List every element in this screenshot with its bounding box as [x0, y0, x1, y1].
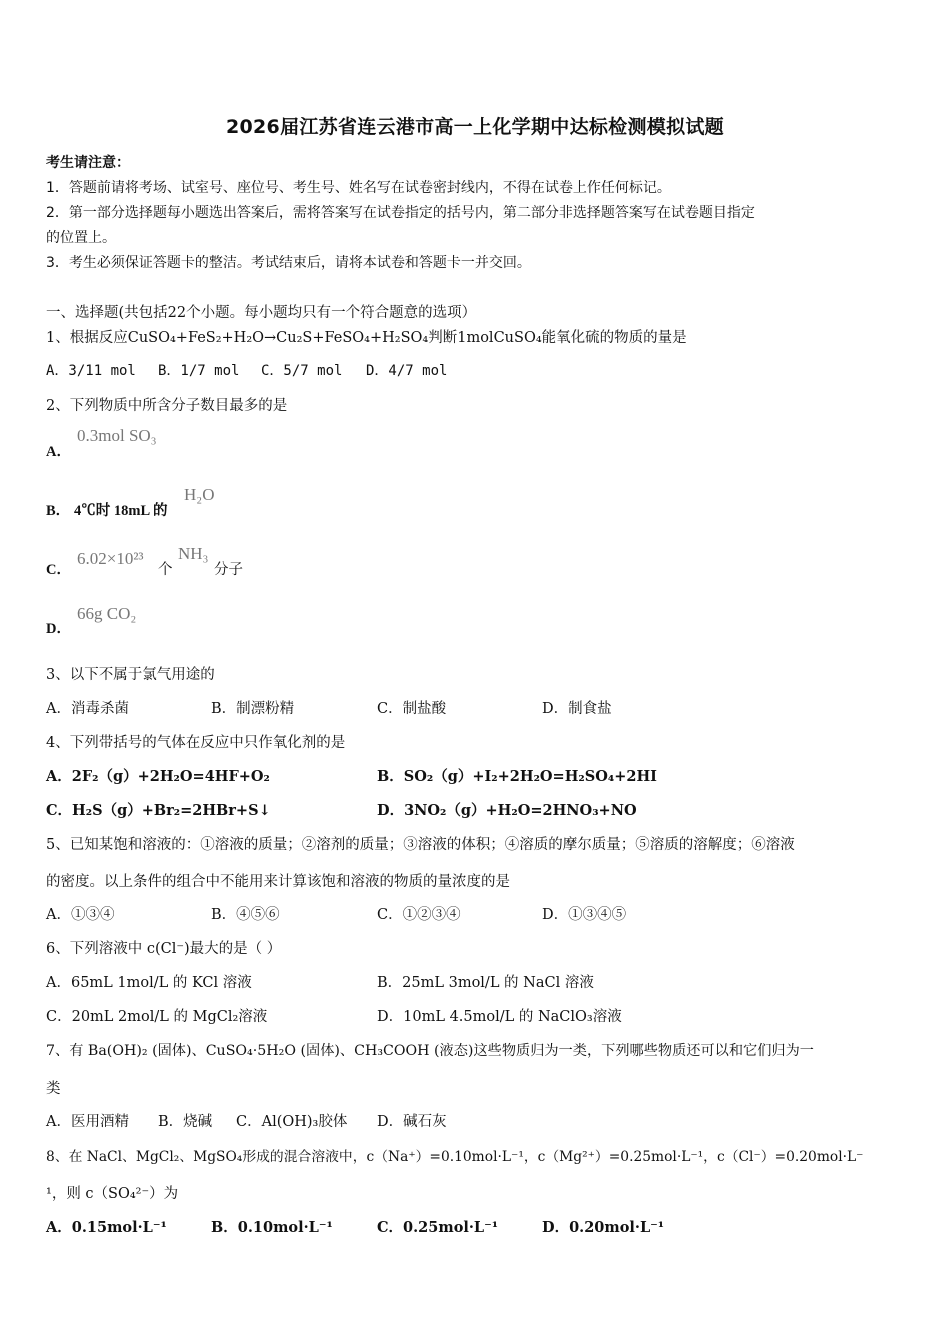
- question-8-option-c: C．0.25mol·L⁻¹: [377, 1219, 499, 1236]
- question-6-option-d: D．10mL 4.5mol/L 的 NaClO₃溶液: [377, 1009, 622, 1025]
- question-8-stem: 8、在 NaCl、MgCl₂、MgSO₄形成的混合溶液中，c（Na⁺）=0.10mol·L⁻¹，c（Mg²⁺）=0.25mol·L⁻¹，c（Cl⁻）=0.20mol·L⁻: [46, 1149, 864, 1165]
- question-4-option-c: C．H₂S（g）+Br₂=2HBr+S↓: [46, 802, 271, 819]
- question-8-option-b: B．0.10mol·L⁻¹: [211, 1219, 333, 1236]
- section-heading: 一、选择题(共包括22个小题。每小题均只有一个符合题意的选项）: [46, 305, 477, 321]
- question-2-option-c-ge: 个: [158, 562, 173, 578]
- question-2-formula-c-number: 6.02×10²³: [77, 549, 144, 568]
- question-4-option-a: A．2F₂（g）+2H₂O=4HF+O₂: [46, 768, 270, 785]
- question-1-option-c: C．5/7 mol: [261, 363, 343, 379]
- question-5-stem-continued: 的密度。以上条件的组合中不能用来计算该饱和溶液的物质的量浓度的是: [46, 874, 510, 890]
- question-7-option-a: A．医用酒精: [46, 1114, 129, 1130]
- question-2-option-c-tail: 分子: [214, 562, 243, 578]
- question-8-option-d: D．0.20mol·L⁻¹: [542, 1219, 665, 1236]
- question-5-option-d: D．①③④⑤: [542, 907, 627, 923]
- notice-item: 3．考生必须保证答题卡的整洁。考试结束后，请将本试卷和答题卡一并交回。: [46, 255, 531, 271]
- question-3-option-c: C．制盐酸: [377, 701, 447, 717]
- question-2-option-b-text: 4℃时 18mL 的: [74, 503, 168, 519]
- question-3-option-a: A．消毒杀菌: [46, 701, 129, 717]
- question-5-stem: 5、已知某饱和溶液的：①溶液的质量；②溶剂的质量；③溶液的体积；④溶质的摩尔质量；⑤溶质的溶解度；⑥溶液: [46, 837, 795, 853]
- question-3-stem: 3、以下不属于氯气用途的: [46, 667, 215, 683]
- page-title: 2026届江苏省连云港市高一上化学期中达标检测模拟试题: [226, 116, 724, 138]
- question-6-option-b: B．25mL 3mol/L 的 NaCl 溶液: [377, 975, 594, 991]
- question-3-option-b: B．制漂粉精: [211, 701, 295, 717]
- question-2-option-b-label: B．: [46, 503, 71, 519]
- question-2-stem: 2、下列物质中所含分子数目最多的是: [46, 398, 288, 414]
- question-8-option-a: A．0.15mol·L⁻¹: [46, 1219, 167, 1236]
- question-8-stem-continued: ¹，则 c（SO₄²⁻）为: [46, 1186, 179, 1202]
- question-5-option-c: C．①②③④: [377, 907, 461, 923]
- question-2-option-c-label: C．: [46, 562, 71, 578]
- notice-item: 2．第一部分选择题每小题选出答案后，需将答案写在试卷指定的括号内，第二部分非选择题答案写在试卷题目指定: [46, 205, 755, 221]
- question-6-stem: 6、下列溶液中 c(Cl⁻)最大的是（ ）: [46, 941, 282, 957]
- question-1-option-d: D．4/7 mol: [366, 363, 448, 379]
- question-1-option-b: B．1/7 mol: [158, 363, 240, 379]
- question-6-option-a: A．65mL 1mol/L 的 KCl 溶液: [46, 975, 252, 991]
- question-7-stem-continued: 类: [46, 1081, 61, 1097]
- question-6-option-c: C．20mL 2mol/L 的 MgCl₂溶液: [46, 1009, 268, 1025]
- question-4-stem: 4、下列带括号的气体在反应中只作氧化剂的是: [46, 735, 346, 751]
- question-7-option-c: C．Al(OH)₃胶体: [236, 1114, 348, 1130]
- question-2-formula-d: 66g CO₂: [77, 604, 137, 623]
- question-3-option-d: D．制食盐: [542, 701, 612, 717]
- question-2-formula-c-nh3: NH₃: [178, 544, 209, 563]
- question-1-option-a: A．3/11 mol: [46, 363, 136, 379]
- question-7-option-d: D．碱石灰: [377, 1114, 447, 1130]
- question-2-formula-a: 0.3mol SO₃: [77, 426, 157, 445]
- question-7-option-b: B．烧碱: [158, 1114, 213, 1130]
- question-7-stem: 7、有 Ba(OH)₂ (固体)、CuSO₄·5H₂O (固体)、CH₃COOH (液态)这些物质归为一类，下列哪些物质还可以和它们归为一: [46, 1043, 814, 1059]
- question-5-option-b: B．④⑤⑥: [211, 907, 280, 923]
- question-1-stem: 1、根据反应CuSO₄+FeS₂+H₂O→Cu₂S+FeSO₄+H₂SO₄判断1molCuSO₄能氧化硫的物质的量是: [46, 330, 687, 346]
- notice-item: 1．答题前请将考场、试室号、座位号、考生号、姓名写在试卷密封线内，不得在试卷上作任何标记。: [46, 180, 671, 196]
- question-2-option-d-label: D．: [46, 621, 71, 637]
- notice-item: 的位置上。: [46, 230, 116, 246]
- question-2-option-a-label: A．: [46, 444, 71, 460]
- question-4-option-d: D．3NO₂（g）+H₂O=2HNO₃+NO: [377, 802, 637, 819]
- notice-heading: 考生请注意：: [46, 155, 130, 171]
- question-2-formula-b: H₂O: [184, 485, 215, 504]
- question-4-option-b: B．SO₂（g）+I₂+2H₂O=H₂SO₄+2HI: [377, 768, 657, 785]
- question-5-option-a: A．①③④: [46, 907, 115, 923]
